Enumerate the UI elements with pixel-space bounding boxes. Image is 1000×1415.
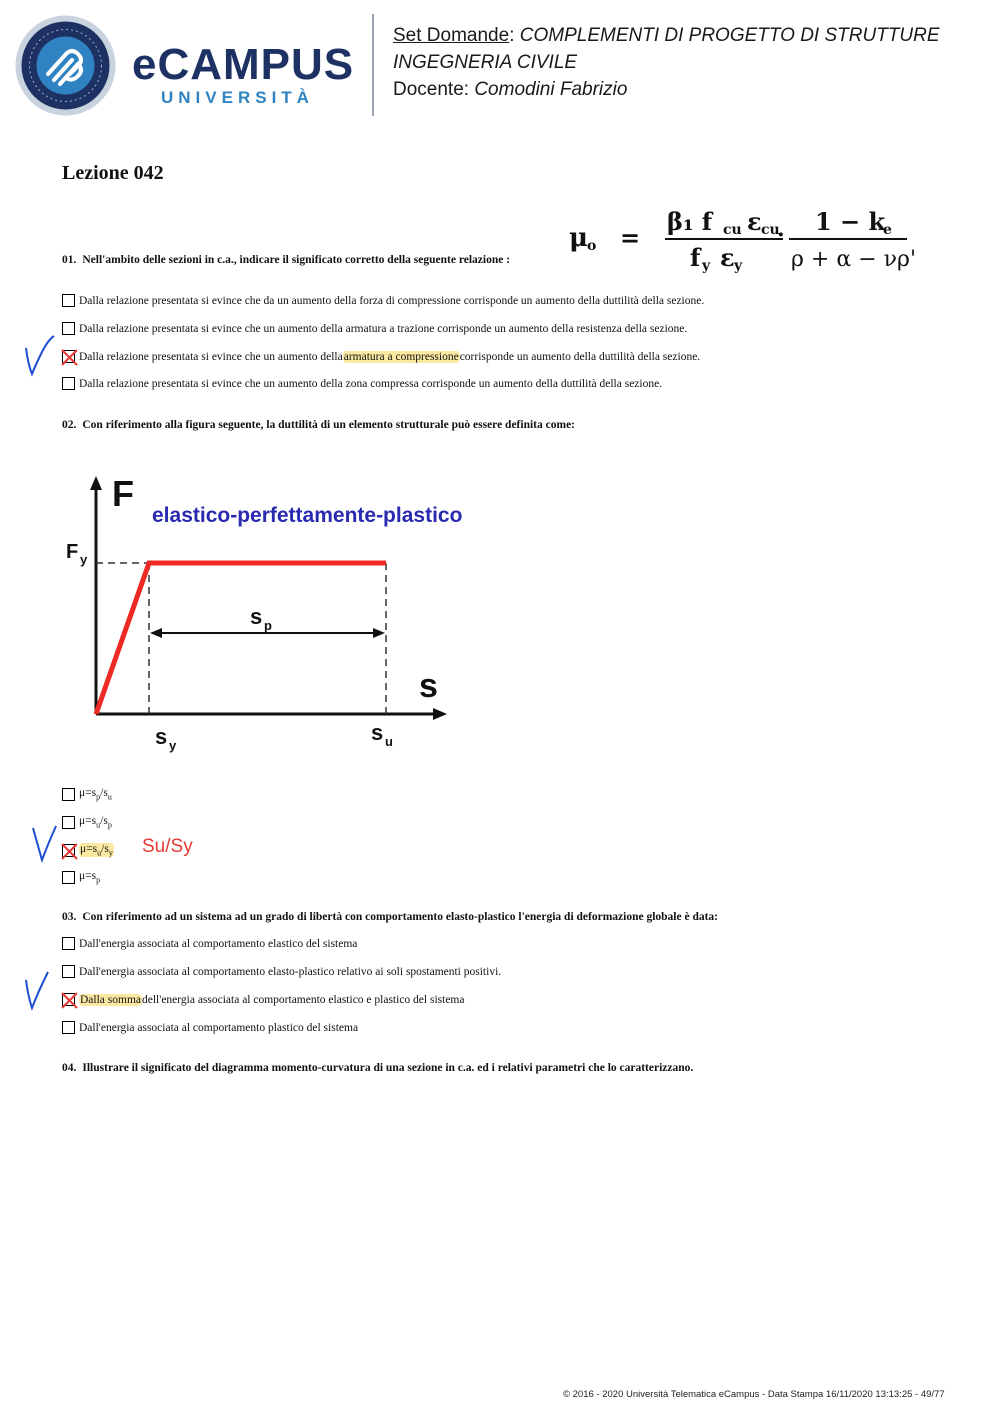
- answer-option: [62, 1021, 358, 1034]
- x-mark-icon: [60, 348, 79, 367]
- fy-label: F: [66, 541, 79, 563]
- option-formula: [79, 870, 100, 884]
- su-sub: u: [385, 734, 393, 749]
- question-number: 02.: [62, 419, 77, 431]
- ecampus-seal-icon: [14, 14, 117, 117]
- answer-option: [62, 815, 112, 829]
- teacher-label: Docente:: [393, 79, 470, 100]
- option-text: μ=s: [80, 843, 98, 855]
- answer-option: [62, 993, 464, 1006]
- fy-sub: y: [80, 552, 88, 567]
- x-mark-icon: [60, 991, 79, 1010]
- handwritten-note: Su/Sy: [142, 836, 193, 857]
- answer-option: [62, 350, 700, 363]
- question-1: [62, 254, 510, 266]
- option-highlight: Dalla somma: [80, 993, 141, 1006]
- answer-option: [62, 294, 704, 307]
- question-4: [62, 1062, 693, 1074]
- lesson-title: Lezione 042: [62, 162, 164, 184]
- handwritten-check-icon: [22, 334, 58, 380]
- course-subtitle: INGEGNERIA CIVILE: [393, 52, 578, 73]
- question-text: Con riferimento alla figura seguente, la duttilità di un elemento strutturale può essere definita come:: [82, 419, 575, 431]
- question-2: [62, 419, 575, 431]
- question-number: 01.: [62, 254, 77, 266]
- elastic-plastic-curve: [96, 563, 386, 714]
- option-text: /s: [101, 843, 109, 855]
- figure-title: elastico-perfettamente-plastico: [152, 504, 463, 527]
- force-displacement-diagram: [62, 462, 492, 767]
- formula-dot: ·: [777, 222, 785, 248]
- answer-checkbox[interactable]: [62, 816, 75, 829]
- option-text: Dall'energia associata al comportamento plastico del sistema: [79, 1021, 359, 1034]
- option-subscript: p: [96, 875, 101, 885]
- formula-lhs-sub: o: [587, 238, 597, 254]
- option-text: Dalla relazione presentata si evince che un aumento della armatura a trazione corrisponde un aumento della resistenza della sezione.: [79, 322, 688, 335]
- option-text: /s: [100, 815, 108, 827]
- question-text: Illustrare il significato del diagramma momento-curvatura di una sezione in c.a. ed i relativi parametri che lo caratterizzano.: [82, 1062, 694, 1074]
- answer-checkbox[interactable]: [62, 965, 75, 978]
- formula-den1: f: [690, 243, 701, 272]
- option-highlight: armatura a compressione: [343, 350, 459, 363]
- formula-den1-tail-sub: y: [734, 258, 743, 274]
- option-text: Dalla relazione presentata si evince che un aumento della zona compressa corrisponde un aumento della duttilità della sezione.: [79, 377, 663, 390]
- option-text: Dall'energia associata al comportamento elastico del sistema: [79, 937, 358, 950]
- option-text: μ=s: [79, 815, 97, 827]
- question-text: Con riferimento ad un sistema ad un grado di libertà con comportamento elasto-plastico l'energia di deformazione globale è data:: [82, 911, 719, 923]
- page-footer: © 2016 - 2020 Università Telematica eCampus - Data Stampa 16/11/2020 13:13:25 - 49/77: [563, 1389, 945, 1400]
- sp-label: s: [250, 604, 263, 629]
- option-subscript: y: [108, 848, 113, 858]
- option-text: corrisponde un aumento della duttilità della sezione.: [459, 350, 701, 363]
- option-subscript: u: [97, 848, 102, 858]
- x-mark-icon: [60, 842, 79, 861]
- formula-num1: β₁ f: [667, 207, 713, 236]
- handwritten-check-icon: [22, 968, 52, 1014]
- option-subscript: p: [96, 792, 101, 802]
- brand-subtitle: UNIVERSITÀ: [161, 88, 314, 107]
- brand-name: eCAMPUS: [132, 40, 355, 89]
- teacher-name: Comodini Fabrizio: [474, 79, 628, 100]
- formula-num2-sub: e: [883, 222, 892, 238]
- answer-checkbox[interactable]: [62, 993, 75, 1006]
- option-text: Dalla relazione presentata si evince che un aumento della: [79, 350, 343, 363]
- formula-den1-sub: y: [702, 258, 711, 274]
- formula-lhs: μ: [569, 223, 589, 253]
- set-label: Set Domande: [393, 25, 510, 46]
- answer-checkbox[interactable]: [62, 322, 75, 335]
- course-title: COMPLEMENTI DI PROGETTO DI STRUTTURE: [519, 25, 940, 46]
- option-subscript: p: [107, 820, 112, 830]
- formula-den1-tail: ε: [720, 243, 735, 272]
- option-formula: [79, 815, 112, 829]
- x-axis-arrow-icon: [433, 708, 447, 720]
- formula-eq: =: [620, 223, 641, 252]
- header-divider: [372, 14, 374, 116]
- answer-option: [62, 965, 501, 978]
- option-text: μ=s: [79, 787, 97, 799]
- option-text: Dalla relazione presentata si evince che da un aumento della forza di compressione corrisponde un aumento della duttilità della sezione.: [79, 294, 705, 307]
- formula-num1-tail-sub: cu: [761, 222, 780, 238]
- ductility-formula: [565, 200, 915, 285]
- handwritten-check-icon: [30, 822, 60, 866]
- answer-checkbox[interactable]: [62, 294, 75, 307]
- option-subscript: u: [96, 820, 101, 830]
- formula-den2: ρ + α − νρ': [791, 247, 915, 272]
- answer-option: [62, 937, 357, 950]
- answer-checkbox[interactable]: [62, 377, 75, 390]
- logo: [14, 14, 117, 117]
- y-axis-label: F: [112, 473, 134, 514]
- answer-option: [62, 870, 100, 884]
- formula-num2: 1 − k: [815, 207, 886, 236]
- sy-sub: y: [169, 738, 177, 753]
- question-3: [62, 911, 718, 923]
- y-axis-arrow-icon: [90, 476, 102, 490]
- answer-checkbox[interactable]: [62, 844, 75, 857]
- answer-option: [62, 843, 114, 857]
- answer-checkbox[interactable]: [62, 350, 75, 363]
- option-text: μ=s: [79, 870, 97, 882]
- option-text: /s: [100, 787, 108, 799]
- option-text: Dall'energia associata al comportamento elasto-plastico relativo ai soli spostamenti positivi.: [79, 965, 502, 978]
- answer-checkbox[interactable]: [62, 1021, 75, 1034]
- answer-option: [62, 377, 662, 390]
- question-number: 04.: [62, 1062, 77, 1074]
- header-info: Set Domande: COMPLEMENTI DI PROGETTO DI STRUTTURE INGEGNERIA CIVILE Docente: Comodini Fabrizio: [393, 25, 940, 100]
- question-text: Nell'ambito delle sezioni in c.a., indicare il significato corretto della seguente relazione :: [82, 254, 511, 266]
- answer-option: [62, 787, 112, 801]
- option-formula: [79, 843, 114, 857]
- option-text: dell'energia associata al comportamento elastico e plastico del sistema: [142, 993, 465, 1006]
- su-label: s: [371, 720, 384, 745]
- answer-checkbox[interactable]: [62, 788, 75, 801]
- option-subscript: u: [107, 792, 112, 802]
- answer-checkbox[interactable]: [62, 871, 75, 884]
- sy-label: s: [155, 724, 168, 749]
- formula-num1-tail: ε: [747, 207, 762, 236]
- sp-sub: p: [264, 618, 272, 633]
- option-formula: [79, 787, 112, 801]
- answer-option: [62, 322, 687, 335]
- answer-checkbox[interactable]: [62, 937, 75, 950]
- formula-num1-sub: cu: [723, 222, 742, 238]
- x-axis-label: s: [419, 667, 438, 705]
- question-number: 03.: [62, 911, 77, 923]
